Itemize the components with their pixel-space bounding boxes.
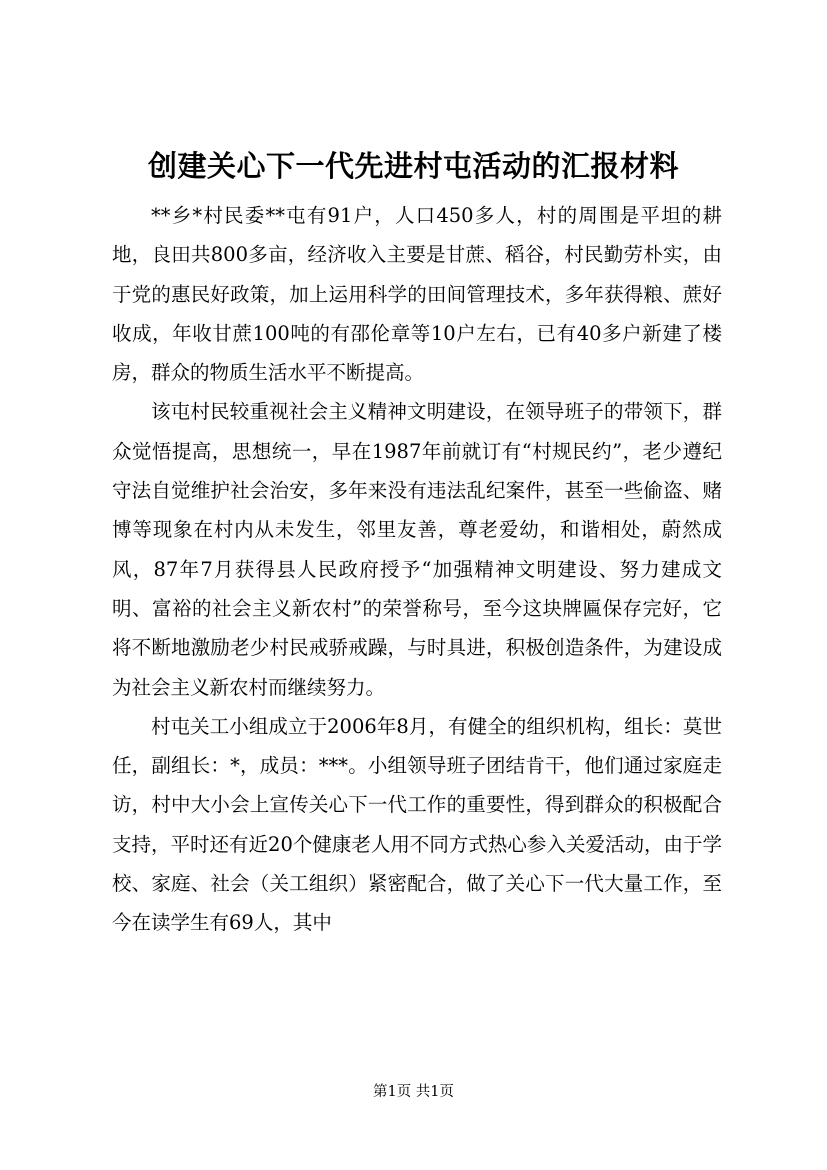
paragraph-1: **乡*村民委**屯有91户，人口450多人，村的周围是平坦的耕地，良田共800多亩，经济收入主要是甘蔗、稻谷，村民勤劳朴实，由于党的惠民好政策，加上运用科学的田间管理技术，多年获得粮、蔗好收成，年收甘蔗100吨的有邵伦章等10户左右，已有40多户新建了楼房，群众的物质生活水平不断提高。: [112, 204, 722, 385]
paragraph-2: 该屯村民较重视社会主义精神文明建设，在领导班子的带领下，群众觉悟提高，思想统一，早在1987年前就订有“村规民约”，老少遵纪守法自觉维护社会治安，多年来没有违法乱纪案件，甚至一些偷盗、赌博等现象在村内从未发生，邻里友善，尊老爱幼，和谐相处，蔚然成风，87年7月获得县人民政府授予“加强精神文明建设、努力建成文明、富裕的社会主义新农村”的荣誉称号，至今这块牌匾保存完好，它将不断地激励老少村民戒骄戒躁，与时具进，积极创造条件，为建设成为社会主义新农村而继续努力。: [112, 400, 722, 699]
document-title: 创建关心下一代先进村屯活动的汇报材料: [147, 149, 679, 183]
document-body: [112, 196, 722, 943]
page-footer: 第1页 共1页: [372, 1084, 455, 1100]
paragraph-3: 村屯关工小组成立于2006年8月，有健全的组织机构，组长：莫世任，副组长：*，成员：***。小组领导班子团结肯干，他们通过家庭走访，村中大小会上宣传关心下一代工作的重要性，得到群众的积极配合支持，平时还有近20个健康老人用不同方式热心参入关爱活动，由于学校、家庭、社会（关工组织）紧密配合，做了关心下一代大量工作，至今在读学生有69人，其中: [112, 714, 722, 935]
